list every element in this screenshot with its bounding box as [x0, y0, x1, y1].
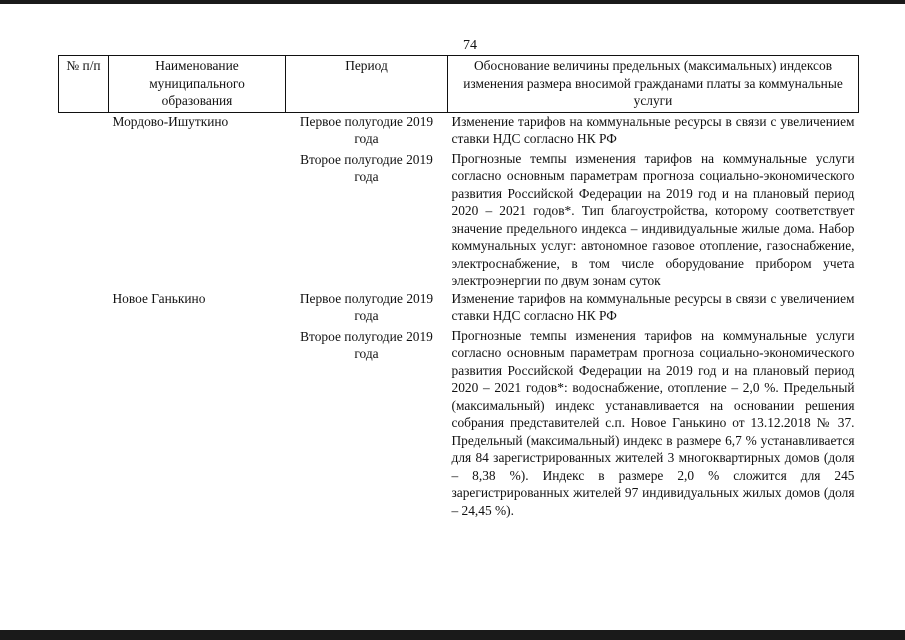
basis-forecast: Прогнозные темпы изменения тарифов на коммунальные услуги согласно основным параметрам прогноза социально-экономического развития Российской Федерации на 2019 год и на плановый период 2020 – 2021 годов*. Тип благоустройства, которому соответствует значение предельного индекса – индивидуальные жилые дома. Набор коммунальных услуг: автономное газовое отопление, газоснабжение, электроснабжение, в том числе оборудование прибором учета электроэнергии по двум зонам суток: [451, 150, 855, 288]
municipality-name: Новое Ганькино: [112, 290, 206, 306]
page-number: 74: [463, 38, 477, 53]
period-cell: [286, 290, 448, 520]
basis-forecast: Прогнозные темпы изменения тарифов на коммунальные услуги согласно основным параметрам прогноза социально-экономического развития Российской Федерации на 2019 год и на плановый период 2020 – 2021 годов*: водоснабжение, отопление – 2,0 %. Предельный (максимальный) индекс устанавливается на основании решения собрания представителей с.п. Новое Ганькино от 13.12.2018 № 37. Предельный (максимальный) индекс в размере 6,7 % устанавливается для 84 зарегистрированных жителей 3 многоквартирных домов (доля – 8,38 %). Индекс в размере 2,0 % сложится для 245 зарегистрированных жителей 97 индивидуальных жилых домов (доля – 24,45 %).: [451, 327, 855, 518]
basis-cell: [448, 112, 859, 290]
header-basis: Обоснование величины предельных (максимальных) индексов изменения размера вносимой гражданами платы за коммунальные услуги: [448, 56, 859, 113]
period-first-half: Первое полугодие 2019 года: [299, 290, 434, 323]
period-cell: [286, 112, 448, 290]
header-period: Период: [286, 56, 448, 113]
table-row: [59, 112, 859, 290]
row-number-cell: [59, 112, 109, 290]
scan-edge-top: [0, 0, 905, 4]
table-header-row: [59, 56, 859, 113]
tariff-index-table: [58, 55, 859, 519]
table-row: [59, 290, 859, 520]
row-number-cell: [59, 290, 109, 520]
basis-vat-change: Изменение тарифов на коммунальные ресурсы в связи с увеличением ставки НДС согласно НК РФ: [451, 113, 855, 146]
period-first-half: Первое полугодие 2019 года: [299, 113, 434, 146]
scan-edge-bottom: [0, 630, 905, 640]
header-municipality: Наименование муниципального образования: [109, 56, 286, 113]
basis-vat-change: Изменение тарифов на коммунальные ресурсы в связи с увеличением ставки НДС согласно НК РФ: [451, 290, 855, 323]
header-number: № п/п: [59, 56, 109, 113]
period-second-half: Второе полугодие 2019 года: [300, 328, 433, 361]
municipality-name: Мордово-Ишуткино: [112, 113, 229, 129]
basis-cell: [448, 290, 859, 520]
period-second-half: Второе полугодие 2019 года: [300, 151, 433, 184]
